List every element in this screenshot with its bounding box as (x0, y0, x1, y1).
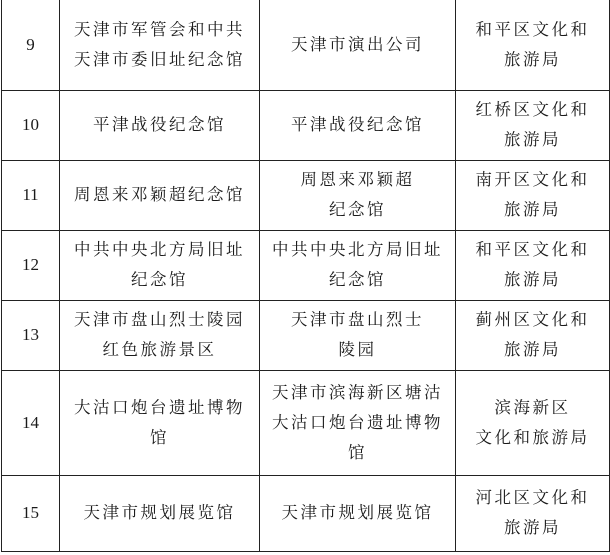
authority-cell (456, 230, 610, 300)
operator-cell (260, 230, 456, 300)
site-name-line: 平津战役纪念馆 (93, 115, 226, 134)
authority-line: 旅游局 (504, 49, 561, 69)
authority-cell (456, 300, 610, 370)
site-name-cell (60, 90, 260, 160)
operator-line: 大沽口炮台遗址博物 (272, 412, 443, 432)
authority-cell (456, 475, 610, 551)
site-name-line: 纪念馆 (131, 270, 188, 289)
site-name-cell (60, 160, 260, 230)
table-row (2, 300, 610, 370)
authority-line: 南开区文化和 (475, 170, 590, 189)
site-name-line: 大沽口炮台遗址博物 (74, 397, 245, 417)
table-row (2, 0, 610, 90)
site-name-line: 天津市军管会和中共 (74, 19, 245, 39)
authority-line: 旅游局 (504, 340, 561, 359)
operator-line: 周恩来邓颖超 (300, 170, 415, 189)
authority-cell (456, 160, 610, 230)
authority-cell (456, 0, 610, 90)
site-name-cell (60, 300, 260, 370)
site-name-cell (60, 230, 260, 300)
site-name-cell (60, 370, 260, 475)
authority-line: 旅游局 (504, 270, 561, 289)
site-name-line: 周恩来邓颖超纪念馆 (74, 185, 245, 204)
authority-cell (456, 370, 610, 475)
operator-line: 平津战役纪念馆 (291, 115, 424, 134)
operator-line: 馆 (348, 442, 367, 462)
authority-line: 旅游局 (504, 200, 561, 219)
operator-line: 天津市滨海新区塘沽 (272, 382, 443, 402)
row-number: 13 (2, 300, 60, 370)
table-row (2, 90, 610, 160)
authority-line: 河北区文化和 (475, 488, 590, 507)
authority-line: 滨海新区 (494, 397, 571, 417)
authority-line: 蓟州区文化和 (475, 310, 590, 329)
heritage-sites-table (1, 0, 610, 552)
operator-cell (260, 300, 456, 370)
operator-cell (260, 475, 456, 551)
authority-line: 旅游局 (504, 518, 561, 537)
row-number: 11 (2, 160, 60, 230)
operator-cell (260, 370, 456, 475)
operator-cell (260, 160, 456, 230)
authority-line: 和平区文化和 (475, 19, 590, 39)
site-name-line: 天津市盘山烈士陵园 (74, 310, 245, 329)
operator-line: 陵园 (338, 340, 377, 359)
operator-line: 纪念馆 (329, 200, 386, 219)
site-name-cell (60, 0, 260, 90)
authority-line: 红桥区文化和 (475, 100, 590, 119)
site-name-line: 天津市规划展览馆 (83, 503, 236, 522)
site-name-line: 馆 (150, 427, 169, 447)
site-name-cell (60, 475, 260, 551)
authority-cell (456, 90, 610, 160)
operator-line: 天津市盘山烈士 (291, 310, 424, 329)
table-row (2, 475, 610, 551)
operator-line: 天津市规划展览馆 (281, 503, 434, 522)
row-number: 12 (2, 230, 60, 300)
row-number: 10 (2, 90, 60, 160)
operator-line: 天津市演出公司 (291, 34, 424, 54)
table-row (2, 370, 610, 475)
operator-cell (260, 0, 456, 90)
authority-line: 和平区文化和 (475, 240, 590, 259)
authority-line: 文化和旅游局 (475, 427, 590, 447)
row-number: 15 (2, 475, 60, 551)
authority-line: 旅游局 (504, 130, 561, 149)
row-number: 9 (2, 0, 60, 90)
operator-cell (260, 90, 456, 160)
table-row (2, 160, 610, 230)
row-number: 14 (2, 370, 60, 475)
site-name-line: 中共中央北方局旧址 (74, 240, 245, 259)
site-name-line: 红色旅游景区 (102, 340, 217, 359)
operator-line: 中共中央北方局旧址 (272, 240, 443, 259)
site-name-line: 天津市委旧址纪念馆 (74, 49, 245, 69)
operator-line: 纪念馆 (329, 270, 386, 289)
table-row (2, 230, 610, 300)
